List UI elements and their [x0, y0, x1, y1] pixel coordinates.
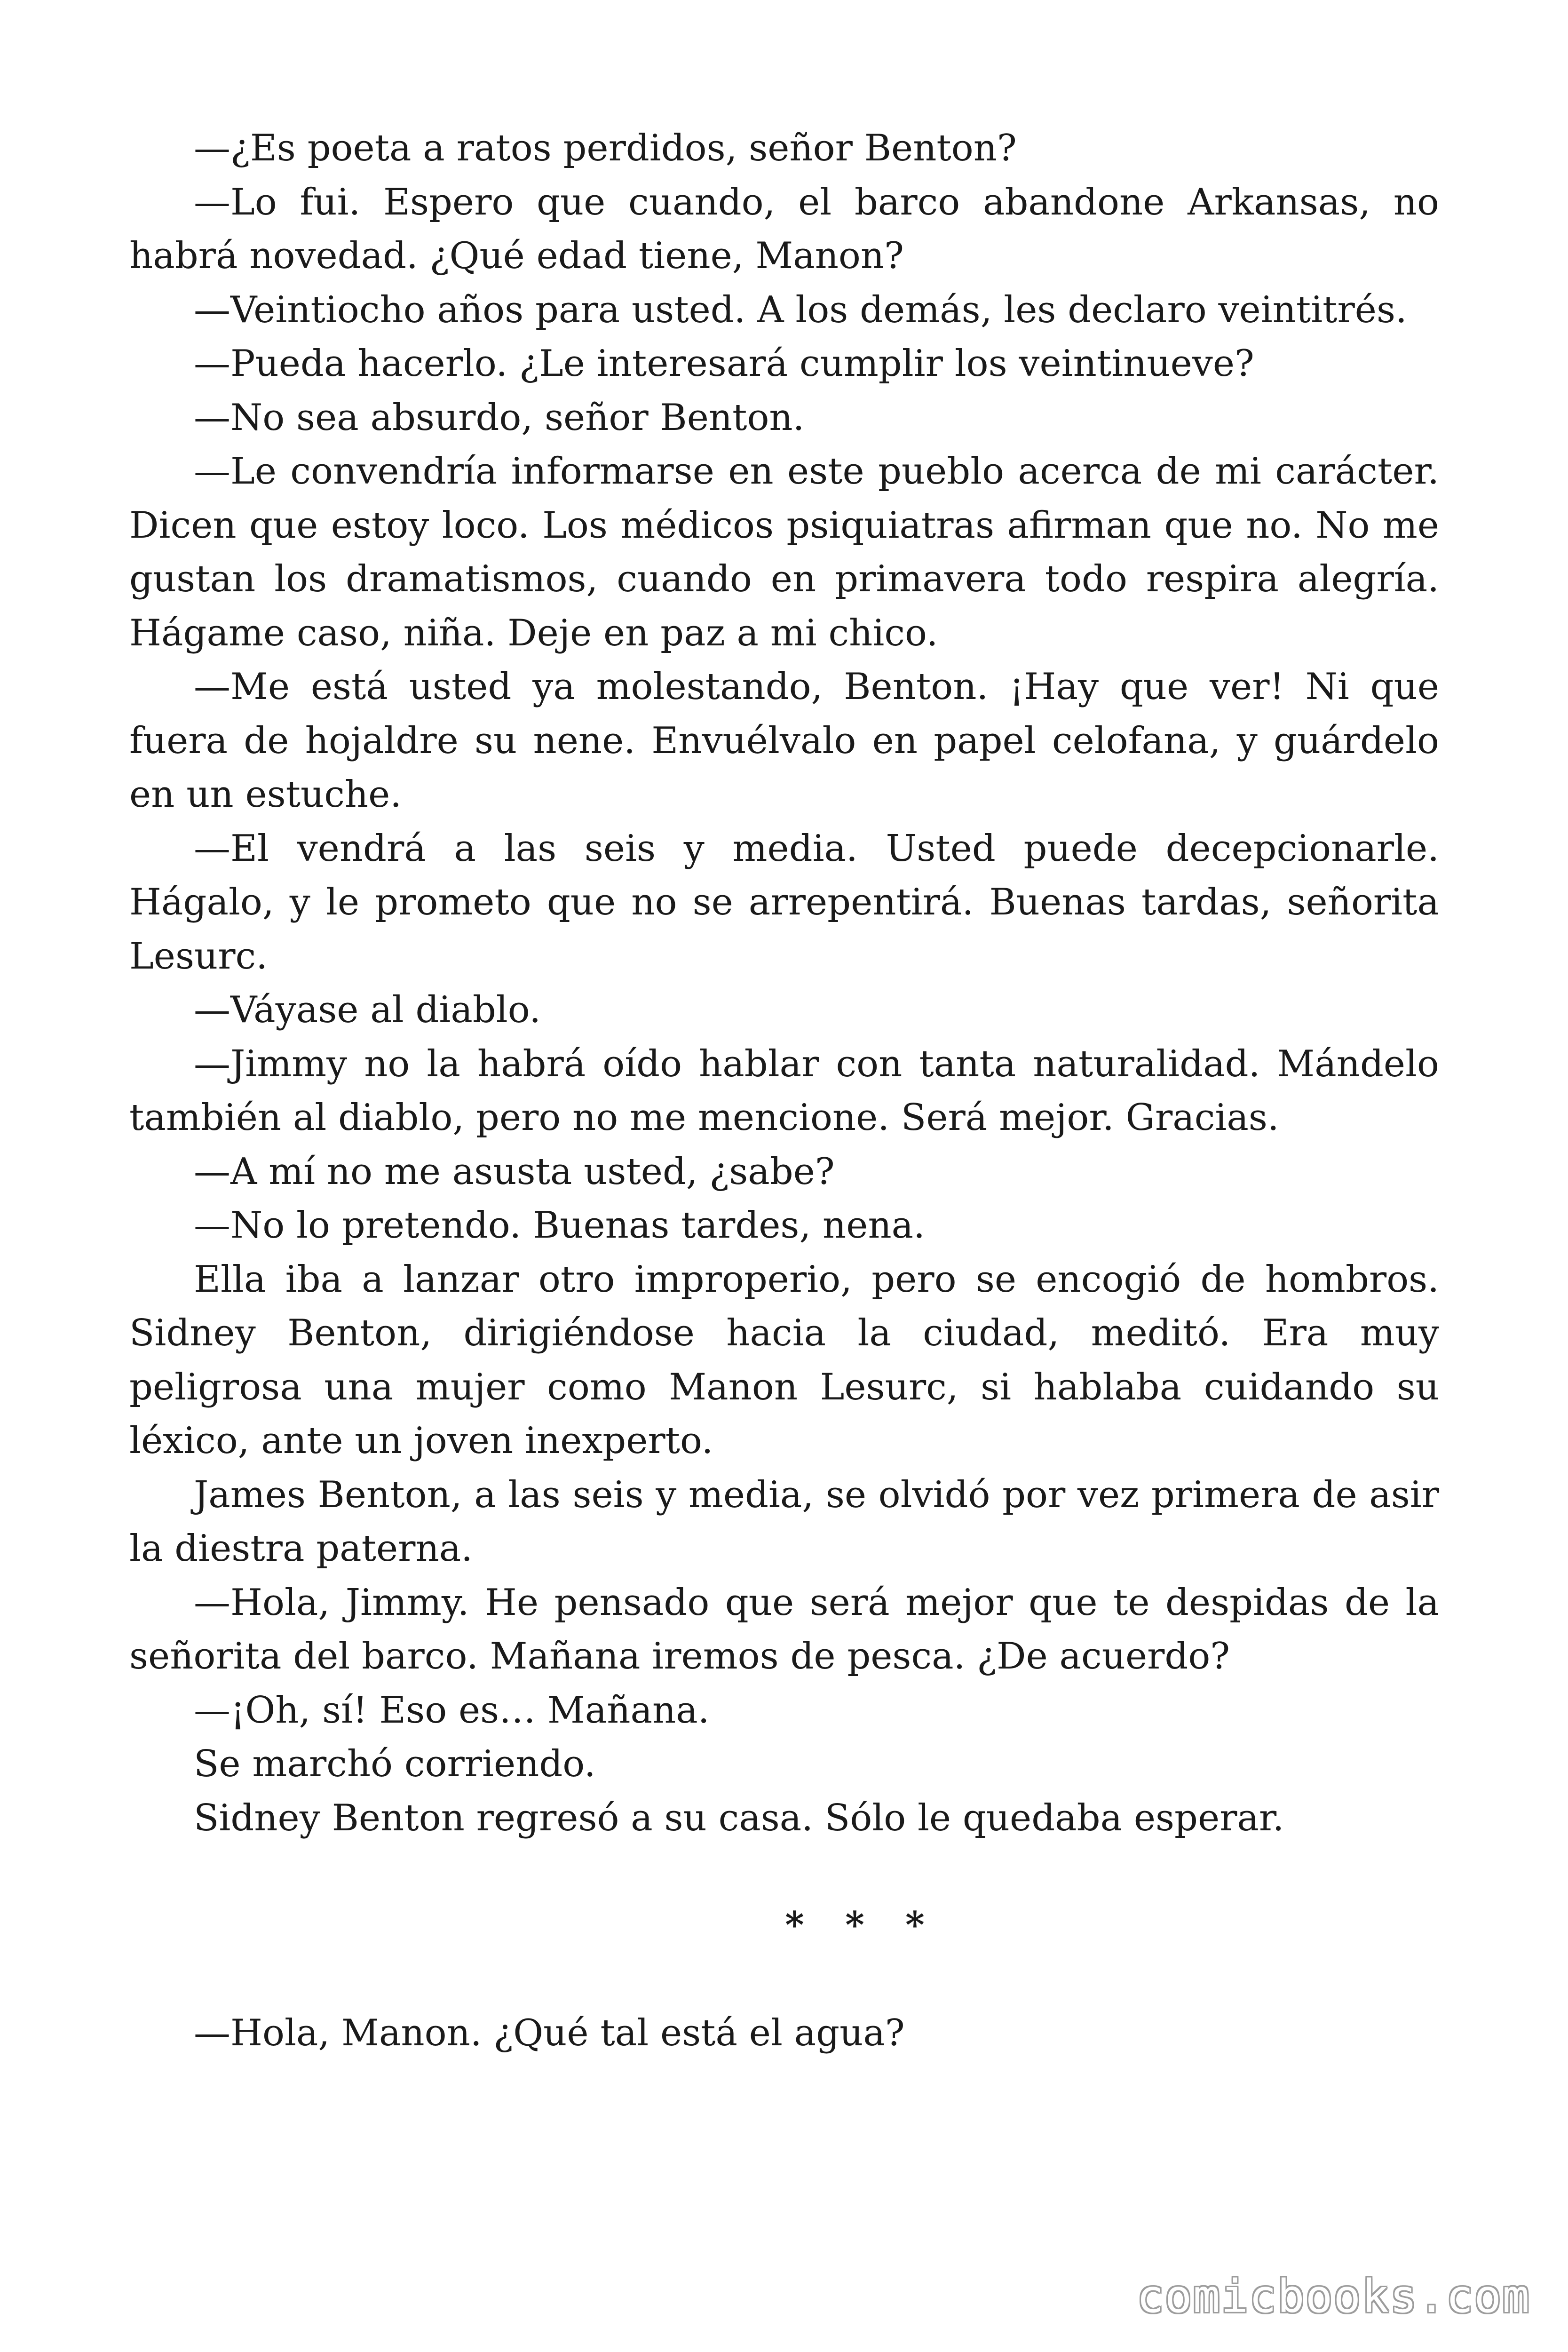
paragraph: —No sea absurdo, señor Benton. [194, 396, 805, 439]
paragraph: —Pueda hacerlo. ¿Le interesará cumplir los veintinueve? [194, 342, 1254, 385]
paragraph: Ella iba a lanzar otro improperio, pero se encogió de hombros. Sidney Benton, dirigiéndose hacia la ciudad, meditó. Era muy peligrosa una mujer como Manon Lesurc, si hablaba cuidando su léxico, ante un joven inexperto. [129, 1258, 1439, 1462]
paragraph: —Váyase al diablo. [194, 989, 541, 1031]
paragraph: —Hola, Jimmy. He pensado que será mejor que te despidas de la señorita del barco. Mañana iremos de pesca. ¿De acuerdo? [129, 1581, 1439, 1677]
paragraph: —Veintiocho años para usted. A los demás, les declaro veintitrés. [194, 288, 1407, 331]
section-separator: * * * [785, 1904, 939, 1947]
paragraph: —Jimmy no la habrá oído hablar con tanta naturalidad. Mándelo también al diablo, pero no me mencione. Será mejor. Gracias. [129, 1042, 1439, 1139]
paragraph: Sidney Benton regresó a su casa. Sólo le quedaba esperar. [194, 1796, 1284, 1839]
page-body [129, 121, 1439, 2060]
paragraph: —¿Es poeta a ratos perdidos, señor Benton? [194, 127, 1017, 169]
paragraph: —El vendrá a las seis y media. Usted puede decepcionarle. Hágalo, y le prometo que no se arrepentirá. Buenas tardas, señorita Lesurc. [129, 827, 1439, 977]
paragraph: —Le convendría informarse en este pueblo acerca de mi carácter. Dicen que estoy loco. Los médicos psiquiatras afirman que no. No me gustan los dramatismos, cuando en primavera todo respira alegría. Hágame caso, niña. Deje en paz a mi chico. [129, 450, 1439, 654]
paragraph: —No lo pretendo. Buenas tardes, nena. [194, 1204, 925, 1247]
closing-paragraph: —Hola, Manon. ¿Qué tal está el agua? [194, 2011, 905, 2054]
paragraph: —Me está usted ya molestando, Benton. ¡Hay que ver! Ni que fuera de hojaldre su nene. Envuélvalo en papel celofana, y guárdelo en un estuche. [129, 666, 1439, 816]
paragraph: James Benton, a las seis y media, se olvidó por vez primera de asir la diestra paterna. [129, 1473, 1439, 1570]
paragraph: —¡Oh, sí! Eso es… Mañana. [194, 1689, 710, 1732]
paragraph: —Lo fui. Espero que cuando, el barco abandone Arkansas, no habrá novedad. ¿Qué edad tiene, Manon? [129, 181, 1439, 277]
paragraph: Se marchó corriendo. [194, 1743, 596, 1785]
watermark-text: comicbooks.com [1136, 2270, 1530, 2323]
paragraph: —A mí no me asusta usted, ¿sabe? [194, 1150, 835, 1193]
